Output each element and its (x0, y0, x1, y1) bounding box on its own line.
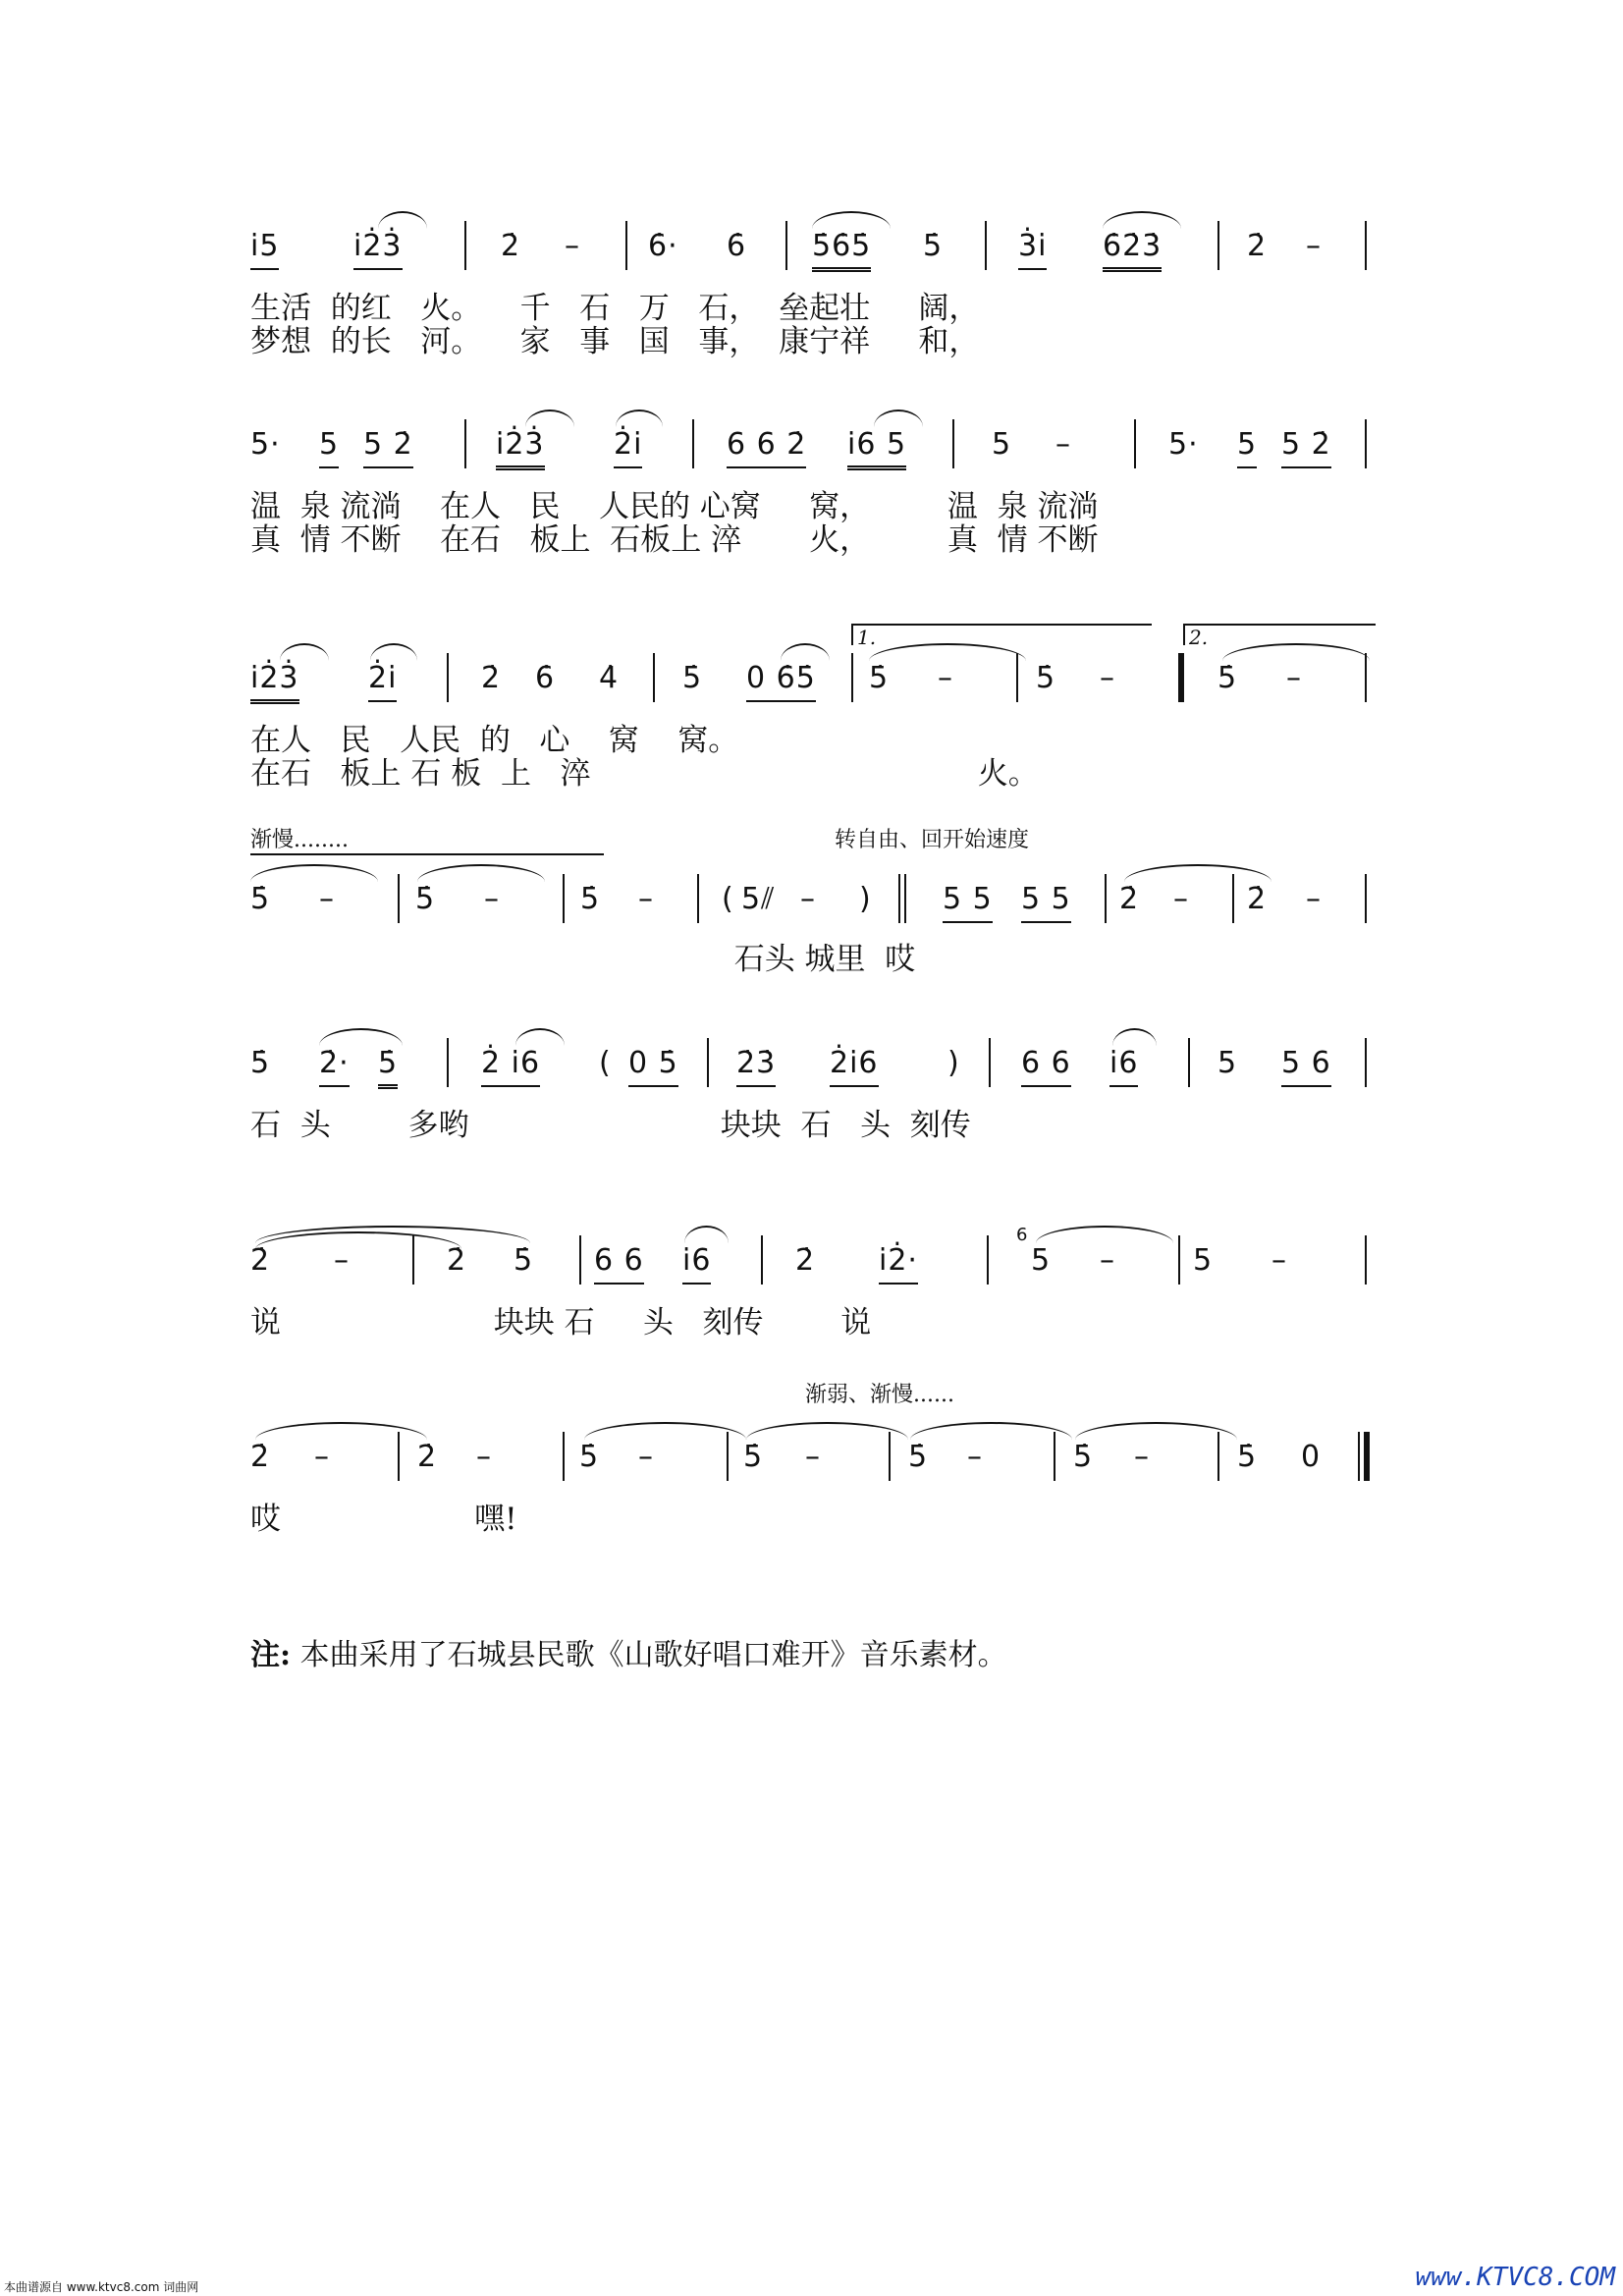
note-group: 2̇i̇ (368, 659, 397, 702)
note-dash: – (938, 661, 953, 695)
note: 2̇ (481, 661, 502, 695)
barline (727, 1432, 729, 1481)
tempo-marking: 渐慢........ (250, 823, 604, 855)
note: 5̇ (1073, 1440, 1094, 1474)
note-dash: – (1306, 229, 1322, 263)
note-dash: – (334, 1243, 350, 1278)
barline (889, 1432, 891, 1481)
barline (653, 653, 655, 702)
lyrics-verse-2: 在石 板上 石 板 上 淬 火。 (250, 756, 1039, 792)
barline (1217, 221, 1219, 270)
note: 5̇ (1237, 1440, 1258, 1474)
barline (1217, 1432, 1219, 1481)
note: 5 (1237, 425, 1257, 468)
barline (785, 221, 787, 270)
note-dash: – (967, 1440, 983, 1474)
note: 4̇ (599, 661, 620, 695)
note: 6̇· (648, 229, 678, 263)
note-group: i̇6 5 (847, 425, 906, 470)
barline (952, 419, 954, 468)
barline (1365, 1235, 1367, 1285)
note: 5̇ (923, 229, 944, 263)
note-dash: – (1134, 1440, 1150, 1474)
note: 5 (319, 425, 339, 468)
note-group: i̇2̇3̇ (353, 227, 403, 270)
tie-arc (515, 1028, 565, 1046)
barline (1016, 653, 1018, 702)
note: 5 (1193, 1243, 1214, 1278)
repeat-barline (1178, 653, 1184, 702)
paren: ) (859, 882, 872, 916)
barline (625, 221, 627, 270)
note-group: 2̇3̇ (736, 1044, 776, 1087)
note: 2̇ (1247, 882, 1268, 916)
notes-row (250, 653, 1375, 708)
barline (1365, 1038, 1367, 1087)
barline (447, 653, 449, 702)
barline (987, 1235, 989, 1285)
tie-arc (378, 211, 427, 229)
note: 5 (1217, 1046, 1238, 1080)
note-dash: – (1173, 882, 1189, 916)
note: 2̇ (501, 229, 521, 263)
barline (1188, 1038, 1190, 1087)
tie-arc (812, 211, 891, 229)
barline (898, 874, 900, 923)
note: 5̇ (415, 882, 436, 916)
barline (1365, 221, 1367, 270)
barline (904, 874, 906, 923)
barline (985, 221, 987, 270)
note: 5̇ (743, 1440, 764, 1474)
tie-arc (584, 1422, 746, 1440)
note: 2̇ (795, 1243, 816, 1278)
barline (707, 1038, 709, 1087)
tie-arc (746, 1422, 908, 1440)
note-dash: – (805, 1440, 821, 1474)
note-dash: – (476, 1440, 492, 1474)
barline (447, 1038, 449, 1087)
final-barline (1358, 1432, 1360, 1481)
barline (1054, 1432, 1055, 1481)
barline (1365, 419, 1367, 468)
barline (563, 1432, 565, 1481)
paren: ( (599, 1046, 612, 1080)
note-dash: – (638, 882, 654, 916)
note: 2̇ (1119, 882, 1140, 916)
note: 2̇ (250, 1243, 271, 1278)
note-dash: – (314, 1440, 330, 1474)
barline (692, 419, 694, 468)
barline (398, 874, 400, 923)
tie-arc (255, 1422, 427, 1440)
grace-note: 6 (1016, 1225, 1029, 1245)
note-group: 6 6 (1021, 1044, 1071, 1087)
note: 5̇ (1217, 661, 1238, 695)
tie-arc (319, 1028, 403, 1046)
note: 5̇ (580, 882, 601, 916)
note: 5̇ (579, 1440, 600, 1474)
barline (398, 1432, 400, 1481)
paren: ) (947, 1046, 960, 1080)
note-group: 6̇2̇3̇ (1103, 227, 1162, 272)
tie-arc (781, 643, 830, 661)
notes-row (250, 1432, 1375, 1487)
footer-watermark[interactable]: www.KTVC8.COM (1415, 2263, 1615, 2292)
note-dash: – (1100, 661, 1115, 695)
note: 5̇ (869, 661, 890, 695)
note-dash: – (1100, 1243, 1115, 1278)
barline (989, 1038, 991, 1087)
tie-arc (684, 1226, 729, 1243)
note-dash: – (638, 1440, 654, 1474)
note: 5· (1168, 427, 1199, 462)
note: 6̇ (727, 229, 747, 263)
note-group: 5̇6̇5̇ (812, 227, 871, 272)
barline (464, 419, 466, 468)
note-group: 2̇i̇6 (830, 1044, 879, 1087)
note-dash: – (1286, 661, 1302, 695)
note-group: 0 5̇ (628, 1044, 678, 1087)
barline (464, 221, 466, 270)
tempo-marking: 转自由、回开始速度 (835, 828, 1030, 852)
note-group: i̇2̇· (879, 1241, 918, 1285)
lyrics-verse-1: 石 头 多哟 块块 石 头 刻传 (250, 1108, 971, 1143)
volta-bracket-1: 1. (851, 624, 1152, 645)
note: 5⫽ (741, 882, 776, 916)
notes-row (250, 221, 1375, 276)
barline (1365, 653, 1367, 702)
lyrics-verse-1: 在人 民 人民 的 心 窝 窝。 (250, 723, 739, 758)
note-group: 6 6 (594, 1241, 644, 1285)
note-rest: 0 (1301, 1440, 1322, 1474)
note-group: 5 2̇ (363, 425, 413, 468)
volta-bracket-2: 2. (1183, 624, 1376, 645)
barline (1232, 874, 1234, 923)
note-group: i̇6 (1109, 1044, 1138, 1087)
barline (1105, 874, 1107, 923)
note-dash: – (800, 882, 816, 916)
barline (412, 1235, 414, 1285)
note-dash: – (319, 882, 335, 916)
tie-arc (910, 1422, 1072, 1440)
tie-arc (874, 410, 923, 427)
note: 5̇ (1036, 661, 1056, 695)
note: 5̇ (908, 1440, 929, 1474)
note: 2̇ (417, 1440, 438, 1474)
note-group: 2̇ i̇6 (481, 1044, 540, 1087)
note-group: 0 6̇5̇ (746, 659, 816, 702)
note-group: 3̇i̇ (1018, 227, 1047, 270)
barline (1134, 419, 1136, 468)
note: 5̇ (250, 882, 271, 916)
footnote (250, 1630, 1007, 1673)
notes-row (250, 1225, 1375, 1290)
note: 5̇ (514, 1243, 534, 1278)
tie-arc (280, 643, 329, 661)
tie-arc (525, 410, 574, 427)
notes-row (250, 874, 1375, 929)
barline (579, 1235, 581, 1285)
note-group: 2̇i̇ (614, 425, 642, 468)
barline (761, 1235, 763, 1285)
lyrics-verse-1: 温 泉 流淌 在人 民 人民的 心窝 窝， 温 泉 流淌 (250, 489, 1099, 524)
note: 5 (1031, 1243, 1052, 1278)
barline (851, 653, 853, 702)
paren: ( (722, 882, 734, 916)
note-dash: – (484, 882, 500, 916)
tie-arc (616, 410, 663, 427)
tie-arc (417, 864, 545, 882)
footnote-text: 本曲采用了石城县民歌《山歌好唱口难开》音乐素材。 (299, 1638, 1007, 1672)
note-dash: – (1306, 882, 1322, 916)
dynamics-marking: 渐弱、渐慢...... (805, 1383, 954, 1407)
note-dash: – (1271, 1243, 1287, 1278)
notes-row (250, 419, 1375, 474)
note: 2̇· (319, 1044, 350, 1087)
lyrics-verse-1: 石头 城里 哎 (250, 942, 916, 977)
lyrics-verse-2: 真 情 不断 在石 板上 石板上 淬 火， 真 情 不断 (250, 522, 1099, 558)
note-group: i̇2̇3̇ (250, 659, 299, 704)
footnote-label: 注: (250, 1638, 292, 1672)
lyrics-verse-1: 哎 嘿! (250, 1502, 517, 1537)
footer-source: 本曲谱源自 www.ktvc8.com 词曲网 (4, 2280, 199, 2294)
barline (1365, 874, 1367, 923)
note: 5̇ (682, 661, 703, 695)
note: 5· (250, 427, 281, 462)
note-group: 5 2̇ (1281, 425, 1331, 468)
note-dash: – (1055, 427, 1071, 462)
note-group: i̇6 (682, 1241, 711, 1285)
barline (1178, 1235, 1180, 1285)
tie-arc (370, 643, 417, 661)
notes-row (250, 1038, 1375, 1093)
note-group: i̇2̇3̇ (496, 425, 545, 470)
note-group: 6 6 2̇ (727, 425, 806, 468)
lyrics-verse-1: 生活 的红 火。 千 石 万 石， 垒起壮 阔， (250, 291, 980, 326)
note: 2̇ (250, 1440, 271, 1474)
note-dash: – (565, 229, 580, 263)
tie-arc (1112, 1028, 1157, 1046)
note: 6̇ (535, 661, 556, 695)
final-barline-thick (1364, 1432, 1370, 1481)
note: 2̇ (447, 1243, 467, 1278)
tie-arc (1075, 1422, 1237, 1440)
note: 5̇ (250, 1046, 271, 1080)
note: 2̇ (1247, 229, 1268, 263)
note-group: 5 5 (943, 880, 993, 923)
lyrics-verse-1: 说 块块 石 头 刻传 说 (250, 1305, 872, 1340)
tie-arc (1103, 211, 1181, 229)
note-group: 5 5 (1021, 880, 1071, 923)
lyrics-verse-2: 梦想 的长 河。 家 事 国 事， 康宁祥 和， (250, 324, 980, 359)
note: 5̇ (378, 1044, 398, 1089)
barline (697, 874, 699, 923)
barline (563, 874, 565, 923)
note: 5 (992, 427, 1012, 462)
note-group: i̇5 (250, 227, 279, 270)
note-group: 5 6 (1281, 1044, 1331, 1087)
